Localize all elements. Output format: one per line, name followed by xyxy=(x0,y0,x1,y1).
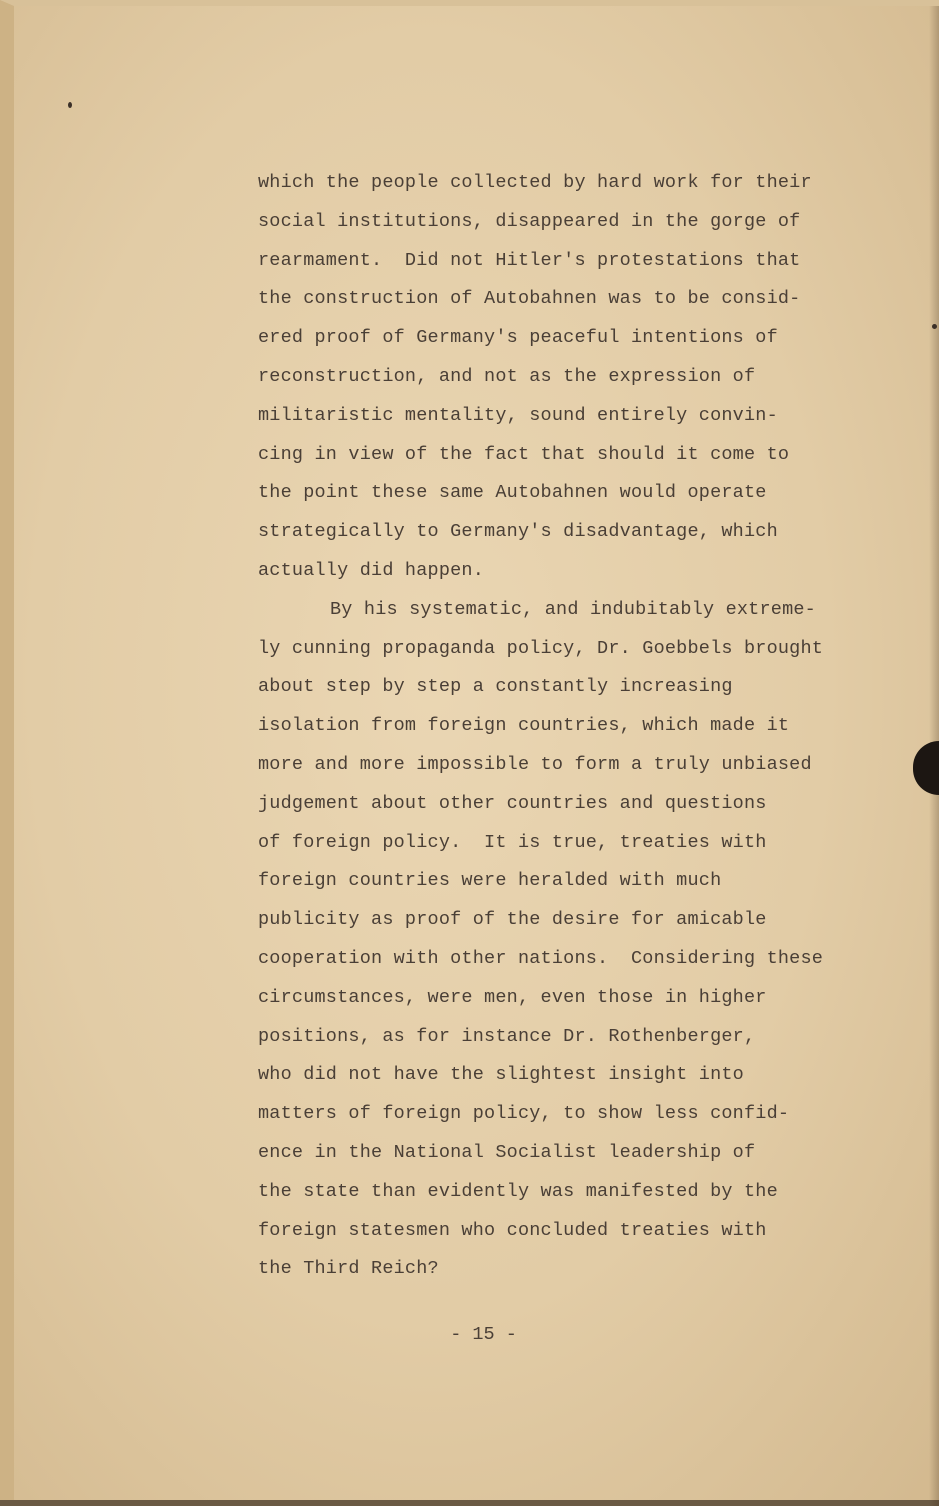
text-line: isolation from foreign countries, which made it xyxy=(258,715,790,737)
text-line: ered proof of Germany's peaceful intentions of xyxy=(258,327,778,349)
text-line: the state than evidently was manifested by the xyxy=(258,1180,778,1202)
text-line: of foreign policy. It is true, treaties with xyxy=(258,831,767,853)
ink-speck xyxy=(932,324,937,329)
text-line: judgement about other countries and questions xyxy=(258,792,767,814)
punch-hole xyxy=(913,741,939,795)
text-line: ence in the National Socialist leadership of xyxy=(258,1141,756,1163)
text-line: ly cunning propaganda policy, Dr. Goebbels brought xyxy=(258,637,824,659)
text-line: cing in view of the fact that should it come to xyxy=(258,443,790,465)
text-line: positions, as for instance Dr. Rothenberger, xyxy=(258,1025,756,1047)
text-line: publicity as proof of the desire for amicable xyxy=(258,909,767,931)
paragraph-start-line: By his systematic, and indubitably extreme- xyxy=(330,598,816,620)
text-line: foreign statesmen who concluded treaties with xyxy=(258,1219,767,1241)
ink-speck xyxy=(68,102,72,108)
text-line: the point these same Autobahnen would operate xyxy=(258,482,767,504)
text-line: actually did happen. xyxy=(258,559,485,581)
text-line: who did not have the slightest insight into xyxy=(258,1064,744,1086)
text-line: foreign countries were heralded with much xyxy=(258,870,722,892)
text-line: which the people collected by hard work for their xyxy=(258,172,812,193)
text-line: cooperation with other nations. Considering these xyxy=(258,947,824,969)
text-line: social institutions, disappeared in the gorge of xyxy=(258,210,801,232)
text-line: about step by step a constantly increasing xyxy=(258,676,733,698)
text-line: the Third Reich? xyxy=(258,1258,439,1280)
text-line: militaristic mentality, sound entirely convin- xyxy=(258,404,778,426)
text-line: circumstances, were men, even those in higher xyxy=(258,986,767,1008)
text-line: reconstruction, and not as the expression of xyxy=(258,365,756,387)
text-line: more and more impossible to form a truly unbiased xyxy=(258,753,812,775)
text-line: matters of foreign policy, to show less confid- xyxy=(258,1103,790,1125)
text-line: rearmament. Did not Hitler's protestations that xyxy=(258,249,801,271)
text-line: the construction of Autobahnen was to be consid- xyxy=(258,288,801,310)
body-text xyxy=(258,164,858,1289)
text-line: strategically to Germany's disadvantage, which xyxy=(258,521,778,543)
page-number: - 15 - xyxy=(450,1324,517,1345)
